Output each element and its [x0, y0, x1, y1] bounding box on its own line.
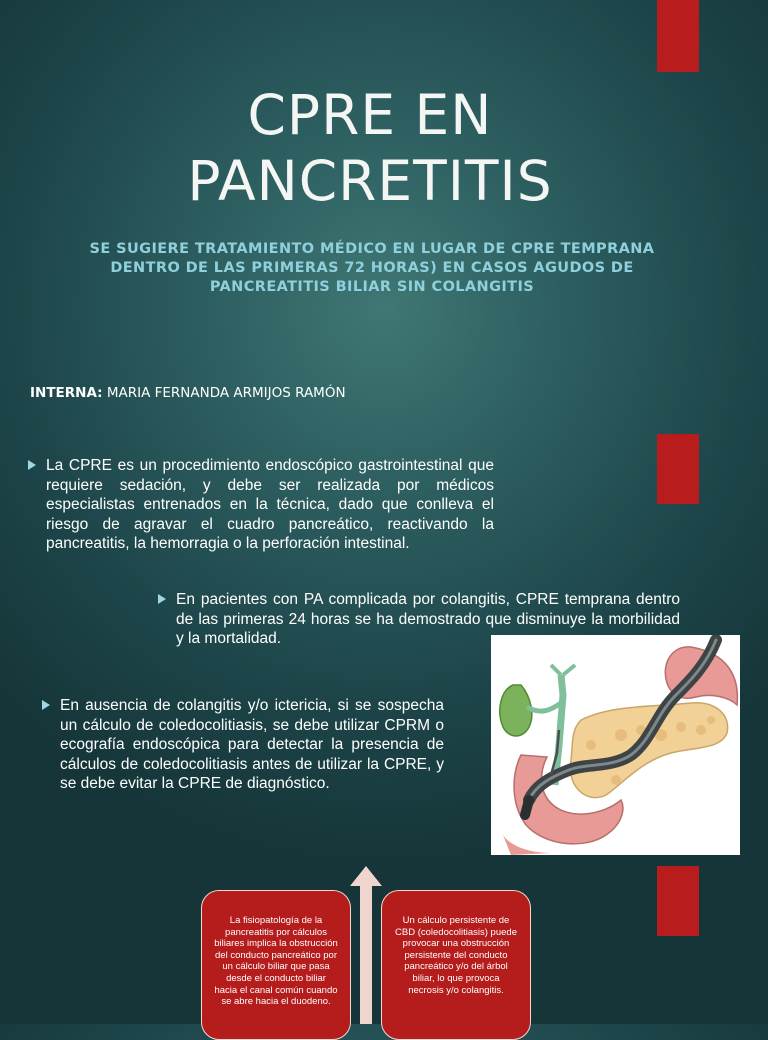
triangle-right-icon — [42, 700, 50, 710]
info-box-pathophysiology — [201, 890, 351, 1040]
author-line — [30, 385, 530, 401]
author-label: INTERNA: — [30, 385, 103, 401]
slide-subtitle: SE SUGIERE TRATAMIENTO MÉDICO EN LUGAR DE CPRE TEMPRANA DENTRO DE LAS PRIMERAS 72 HORAS) EN CASOS AGUDOS DE PANCREATITIS BILIAR SIN COLANGITIS — [89, 241, 655, 295]
author-name: MARIA FERNANDA ARMIJOS RAMÓN — [102, 385, 346, 401]
slide-title: CPRE EN PANCRETITIS — [187, 83, 553, 213]
bullet-text: La CPRE es un procedimiento endoscópico gastrointestinal que requiere sedación, y debe ser realizada por médicos especialistas entrenados en la técnica, dado que conlleva el riesgo de agravar el cuadro pancreático, reactivando la pancreatitis, la hemorragia o la perforación intestinal. — [46, 457, 494, 552]
bullet-item — [42, 696, 444, 794]
bullet-text: En pacientes con PA complicada por colangitis, CPRE temprana dentro de las primeras 24 horas se ha demostrado que disminuye la morbilidad y la mortalidad. — [176, 591, 680, 647]
accent-bar-middle — [657, 434, 699, 504]
ercp-anatomy-illustration — [491, 635, 740, 855]
arrow-up-icon — [350, 866, 382, 1024]
accent-bar-top — [657, 0, 699, 72]
bullet-text: En ausencia de colangitis y/o ictericia, si se sospecha un cálculo de coledocolitiasis, se debe utilizar CPRM o ecografía endoscópica para detectar la presencia de cálculos de coledocolitiasis antes de utilizar la CPRE, y se debe evitar la CPRE de diagnóstico. — [60, 697, 444, 792]
info-box-text: Un cálculo persistente de CBD (coledocolitiasis) puede provocar una obstrucción persistente del conducto pancreático y/o del árbol biliar, lo que provoca necrosis y/o colangitis. — [395, 915, 517, 996]
triangle-right-icon — [28, 460, 36, 470]
info-box-persistent-stone — [381, 890, 531, 1040]
info-box-text: La fisiopatología de la pancreatitis por cálculos biliares implica la obstrucción del conducto pancreático por un cálculo biliar que pasa desde el conducto biliar hacia el canal común cuando se abre hacia el duodeno. — [214, 915, 338, 1008]
bullet-item — [28, 456, 494, 554]
accent-bar-bottom — [657, 866, 699, 936]
triangle-right-icon — [158, 594, 166, 604]
